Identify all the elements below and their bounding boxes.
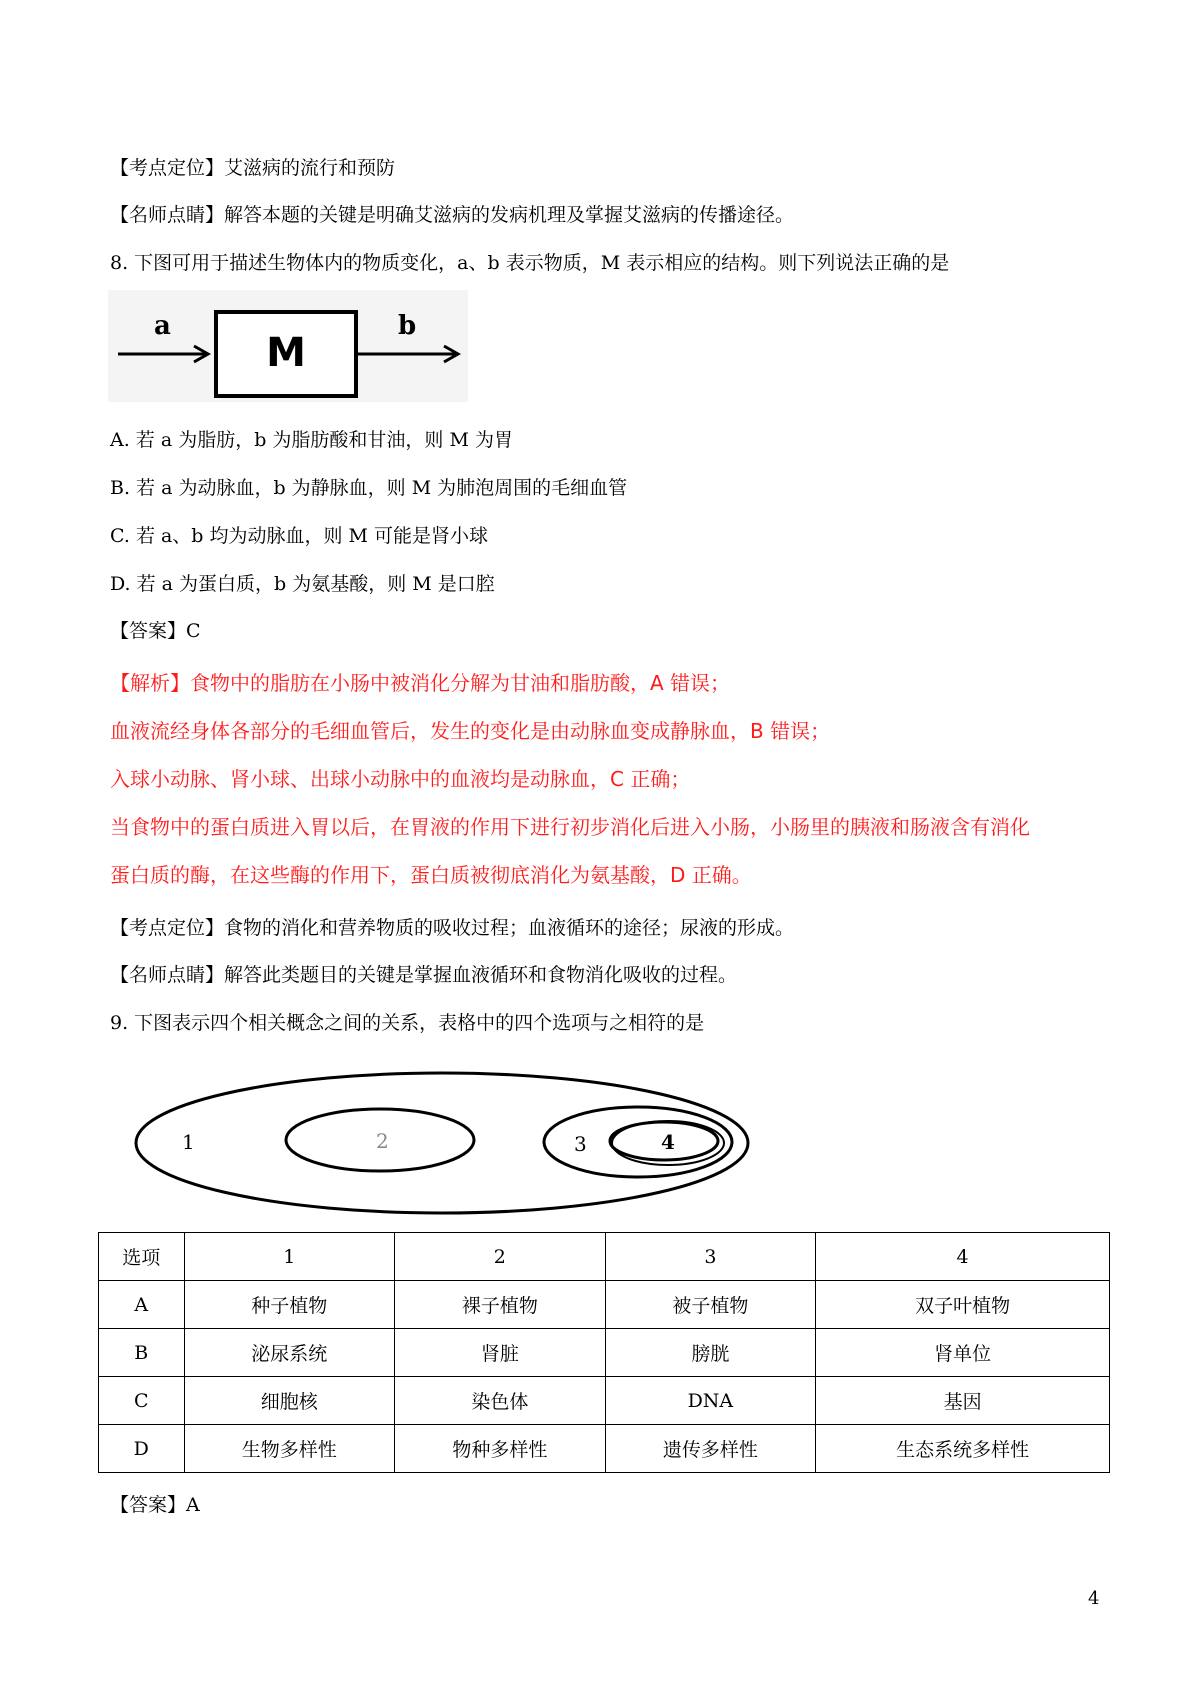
ellipse-3	[544, 1107, 732, 1177]
table-header-cell: 3	[605, 1233, 816, 1281]
table-cell: 泌尿系统	[184, 1329, 395, 1377]
q8-analysis-5: 蛋白质的酶，在这些酶的作用下，蛋白质被彻底消化为氨基酸，D 正确。	[110, 863, 752, 887]
q8-diagram	[108, 290, 468, 402]
table-cell: 肾脏	[395, 1329, 606, 1377]
label-b: b	[398, 311, 417, 341]
table-cell: 肾单位	[816, 1329, 1110, 1377]
table-cell: D	[99, 1425, 185, 1473]
table-cell: A	[99, 1281, 185, 1329]
table-cell: 染色体	[395, 1377, 606, 1425]
table-cell: 生物多样性	[184, 1425, 395, 1473]
q9-stem: 9. 下图表示四个相关概念之间的关系，表格中的四个选项与之相符的是	[110, 1012, 705, 1034]
q9-concept-diagram	[130, 1068, 755, 1218]
q9-options-table	[98, 1232, 1110, 1473]
table-cell: 细胞核	[184, 1377, 395, 1425]
page-number: 4	[1088, 1588, 1100, 1609]
q8-analysis-1: 【解析】食物中的脂肪在小肠中被消化分解为甘油和脂肪酸，A 错误；	[110, 671, 731, 695]
table-row	[99, 1377, 1110, 1425]
q8-analysis-3: 入球小动脉、肾小球、出球小动脉中的血液均是动脉血，C 正确；	[110, 767, 691, 791]
table-cell: B	[99, 1329, 185, 1377]
q8-kaodian: 【考点定位】食物的消化和营养物质的吸收过程；血液循环的途径；尿液的形成。	[110, 917, 795, 939]
table-cell: 种子植物	[184, 1281, 395, 1329]
q7-mingshi: 【名师点睛】解答本题的关键是明确艾滋病的发病机理及掌握艾滋病的传播途径。	[110, 204, 795, 226]
q9-answer: 【答案】A	[110, 1494, 200, 1516]
table-cell: 双子叶植物	[816, 1281, 1110, 1329]
q8-answer: 【答案】C	[110, 620, 201, 642]
table-header-cell: 2	[395, 1233, 606, 1281]
table-row	[99, 1329, 1110, 1377]
q7-kaodian: 【考点定位】艾滋病的流行和预防	[110, 157, 396, 179]
q8-option-b: B. 若 a 为动脉血，b 为静脉血，则 M 为肺泡周围的毛细血管	[110, 477, 628, 499]
q8-mingshi: 【名师点睛】解答此类题目的关键是掌握血液循环和食物消化吸收的过程。	[110, 964, 738, 986]
q8-analysis-4: 当食物中的蛋白质进入胃以后，在胃液的作用下进行初步消化后进入小肠，小肠里的胰液和肠液含有消化	[110, 815, 1030, 839]
concept-label-1: 1	[182, 1130, 195, 1154]
table-header-row	[99, 1233, 1110, 1281]
q8-option-c: C. 若 a、b 均为动脉血，则 M 可能是肾小球	[110, 525, 489, 547]
ellipse-1	[136, 1073, 748, 1213]
label-a: a	[154, 311, 171, 341]
label-m: M	[266, 330, 306, 376]
table-cell: 被子植物	[605, 1281, 816, 1329]
q8-analysis-2: 血液流经身体各部分的毛细血管后，发生的变化是由动脉血变成静脉血，B 错误；	[110, 719, 831, 743]
table-cell: 基因	[816, 1377, 1110, 1425]
table-header-cell: 选项	[99, 1233, 185, 1281]
table-cell: 膀胱	[605, 1329, 816, 1377]
concept-label-4: 4	[661, 1130, 675, 1154]
concept-label-3: 3	[574, 1132, 587, 1156]
table-row	[99, 1281, 1110, 1329]
table-cell: 生态系统多样性	[816, 1425, 1110, 1473]
q8-option-a: A. 若 a 为脂肪，b 为脂肪酸和甘油，则 M 为胃	[110, 429, 513, 451]
table-cell: 物种多样性	[395, 1425, 606, 1473]
table-row	[99, 1425, 1110, 1473]
table-header-cell: 1	[184, 1233, 395, 1281]
q8-option-d: D. 若 a 为蛋白质，b 为氨基酸，则 M 是口腔	[110, 573, 495, 595]
concept-label-2: 2	[376, 1129, 389, 1153]
table-cell: DNA	[605, 1377, 816, 1425]
table-cell: C	[99, 1377, 185, 1425]
table-cell: 遗传多样性	[605, 1425, 816, 1473]
table-cell: 裸子植物	[395, 1281, 606, 1329]
q8-stem: 8. 下图可用于描述生物体内的物质变化，a、b 表示物质，M 表示相应的结构。则下列说法正确的是	[110, 252, 950, 274]
table-header-cell: 4	[816, 1233, 1110, 1281]
